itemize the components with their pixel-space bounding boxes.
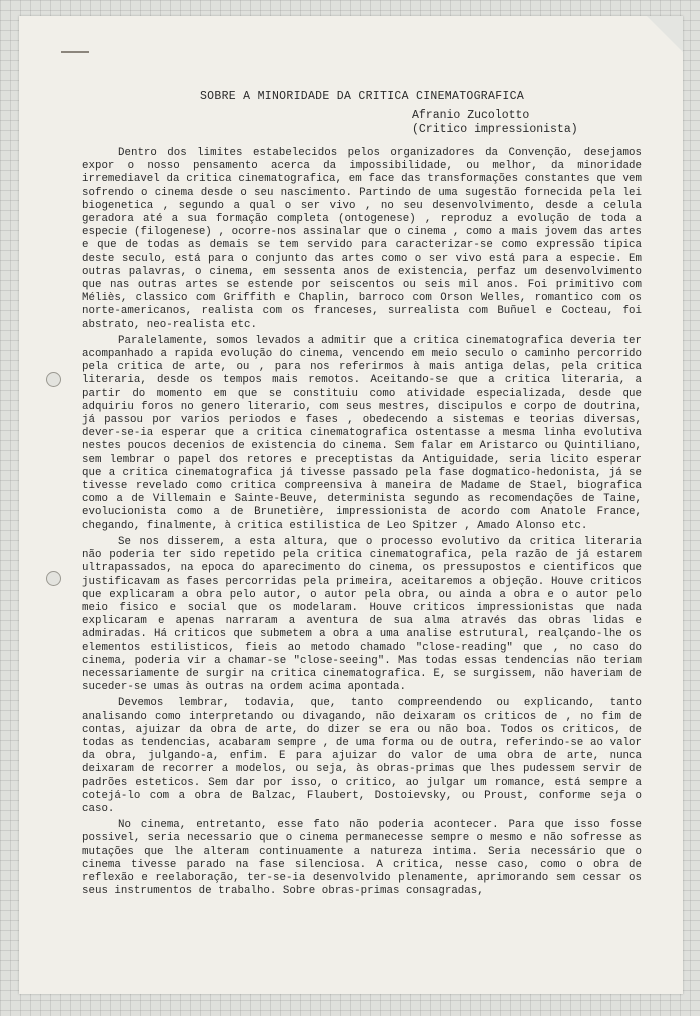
pencil-dash-mark bbox=[61, 51, 89, 53]
paragraph: Se nos disserem, a esta altura, que o processo evolutivo da critica literaria não poderia ter sido repetido pela critica cinematografica, pela razão de já estarem ultrapassados, na epoca do aparecimento do cinema, os pressupostos e cientificos que justificavam as fases percorridas pela primeira, aceitaremos a objeção. Houve criticos que explicaram a obra pelo autor, o autor pela obra, ou ainda a obra e o autor pelo meio fisico e social que os modelaram. Houve criticos impressionistas que nada explicaram e apenas narraram a aventura de sua alma através das obras lidas e admiradas. Há criticos que submetem a obra a uma analise estrutural, realçando-lhe os elementos estilisticos, fieis ao metodo chamado "close-reading" que , no caso do cinema, poderia vir a chamar-se "close-seeing". Mas todas essas tendencias não teriam necessariamente de surgir na critica cinematografica. E, se surgissem, não haveriam de suceder-se umas às outras na ordem acima apontada. bbox=[82, 535, 642, 694]
document-content bbox=[82, 90, 642, 901]
paragraph: Paralelamente, somos levados a admitir que a critica cinematografica deveria ter acompanhado a rapida evolução do cinema, vencendo em meio seculo o caminho percorrido pela critica de arte, ou , para nos referirmos à mais antiga delas, pela critica literaria, desde os tempos mais remotos. Aceitando-se que a critica literaria, a partir do momento em que se constituiu como atividade especializada, desde que adquiriu foros no genero literario, com seus mestres, discipulos e corpo de doutrina, já passou por varios periodos e fases , obedecendo a sistemas e teorias diversas, dever-se-ia esperar que a critica cinematografica ostentasse a mesma linha evolutiva nestes poucos decenios de existencia do cinema. Sem falar em Aristarco ou Quintiliano, sem lembrar o papel dos retores e preceptistas da Antiguidade, seria licito esperar que a critica cinematografica já tivesse passado pela fase dogmatico-hedonista, já se tivesse revelado como critica compreensiva à maneira de Madame de Stael, biografica como a de Villemain e Sainte-Beuve, determinista segundo as recomendações de Taine, evolucionista como a de Brunetière, impressionista de acordo com Anatole France, chegando, finalmente, à critica estilistica de Leo Spitzer , Amado Alonso etc. bbox=[82, 334, 642, 532]
paragraph: Devemos lembrar, todavia, que, tanto compreendendo ou explicando, tanto analisando como interpretando ou divagando, não deixaram os criticos de , no fim de contas, ajuizar da obra de arte, do dizer se era ou não boa. Todos os criticos, de todas as tendencias, acabaram sempre , de uma forma ou de outra, referindo-se ao valor da obra, julgando-a, enfim. E para ajuizar do valor de uma obra de arte, nunca deixaram de recorrer a modelos, ou seja, às obras-primas que lhes pudessem servir de padrões esteticos. Sem dar por isso, o critico, ao julgar um romance, está sempre a cotejá-lo com a obra de Balzac, Flaubert, Dostoievsky, ou Proust, conforme seja o caso. bbox=[82, 697, 642, 815]
typewritten-page bbox=[19, 16, 683, 994]
document-title: SOBRE A MINORIDADE DA CRITICA CINEMATOGRAFICA bbox=[199, 90, 525, 103]
folded-corner bbox=[646, 16, 683, 53]
paragraph: Dentro dos limites estabelecidos pelos organizadores da Convenção, desejamos expor o nosso pensamento acerca da impossibilidade, ou melhor, da minoridade irremediavel da critica cinematografica, em face das transformações constantes que vem sofrendo o cinema desde o seu nascimento. Partindo de uma sugestão fornecida pela lei biogenetica , segundo a qual o ser vivo , no seu desenvolvimento, desde a celula geradora até a sua formação completa (ontogenese) , reproduz a evolução de toda a especie (filogenese) , ocorre-nos assinalar que o cinema , como a mais jovem das artes e que de todas as demais se tem servido para caracterizar-se como expressão tipica deste seculo, está para o conjunto das artes como o ser vivo está para a especie. Em outras palavras, o cinema, em sessenta anos de existencia, perfaz um desenvolvimento que nas outras artes se estende por seiscentos ou seis mil anos. Foi primitivo com Méliès, classico com Griffith e Chaplin, barroco com Orson Welles, romantico com os norte-americanos, realista com os franceses, surrealista com Buñuel e Cocteau, foi abstrato, neo-realista etc. bbox=[82, 147, 642, 331]
author-block bbox=[412, 109, 642, 137]
document-body bbox=[82, 147, 642, 898]
paragraph: No cinema, entretanto, esse fato não poderia acontecer. Para que isso fosse possivel, seria necessario que o cinema permanecesse sempre o mesmo e não sofresse as mutações que lhe alteram continuamente a natureza intima. Seria necessário que o cinema tivesse parado na fase silenciosa. A critica, nesse caso, como o obra de reflexão e reelaboração, ter-se-ia desenvolvido plenamente, aprimorando sem cessar os seus instrumentos de trabalho. Sobre obras-primas consagradas, bbox=[82, 819, 642, 898]
punch-hole bbox=[46, 372, 61, 387]
author-role: (Critico impressionista) bbox=[412, 123, 578, 136]
punch-hole bbox=[46, 571, 61, 586]
author-name: Afranio Zucolotto bbox=[412, 109, 530, 122]
